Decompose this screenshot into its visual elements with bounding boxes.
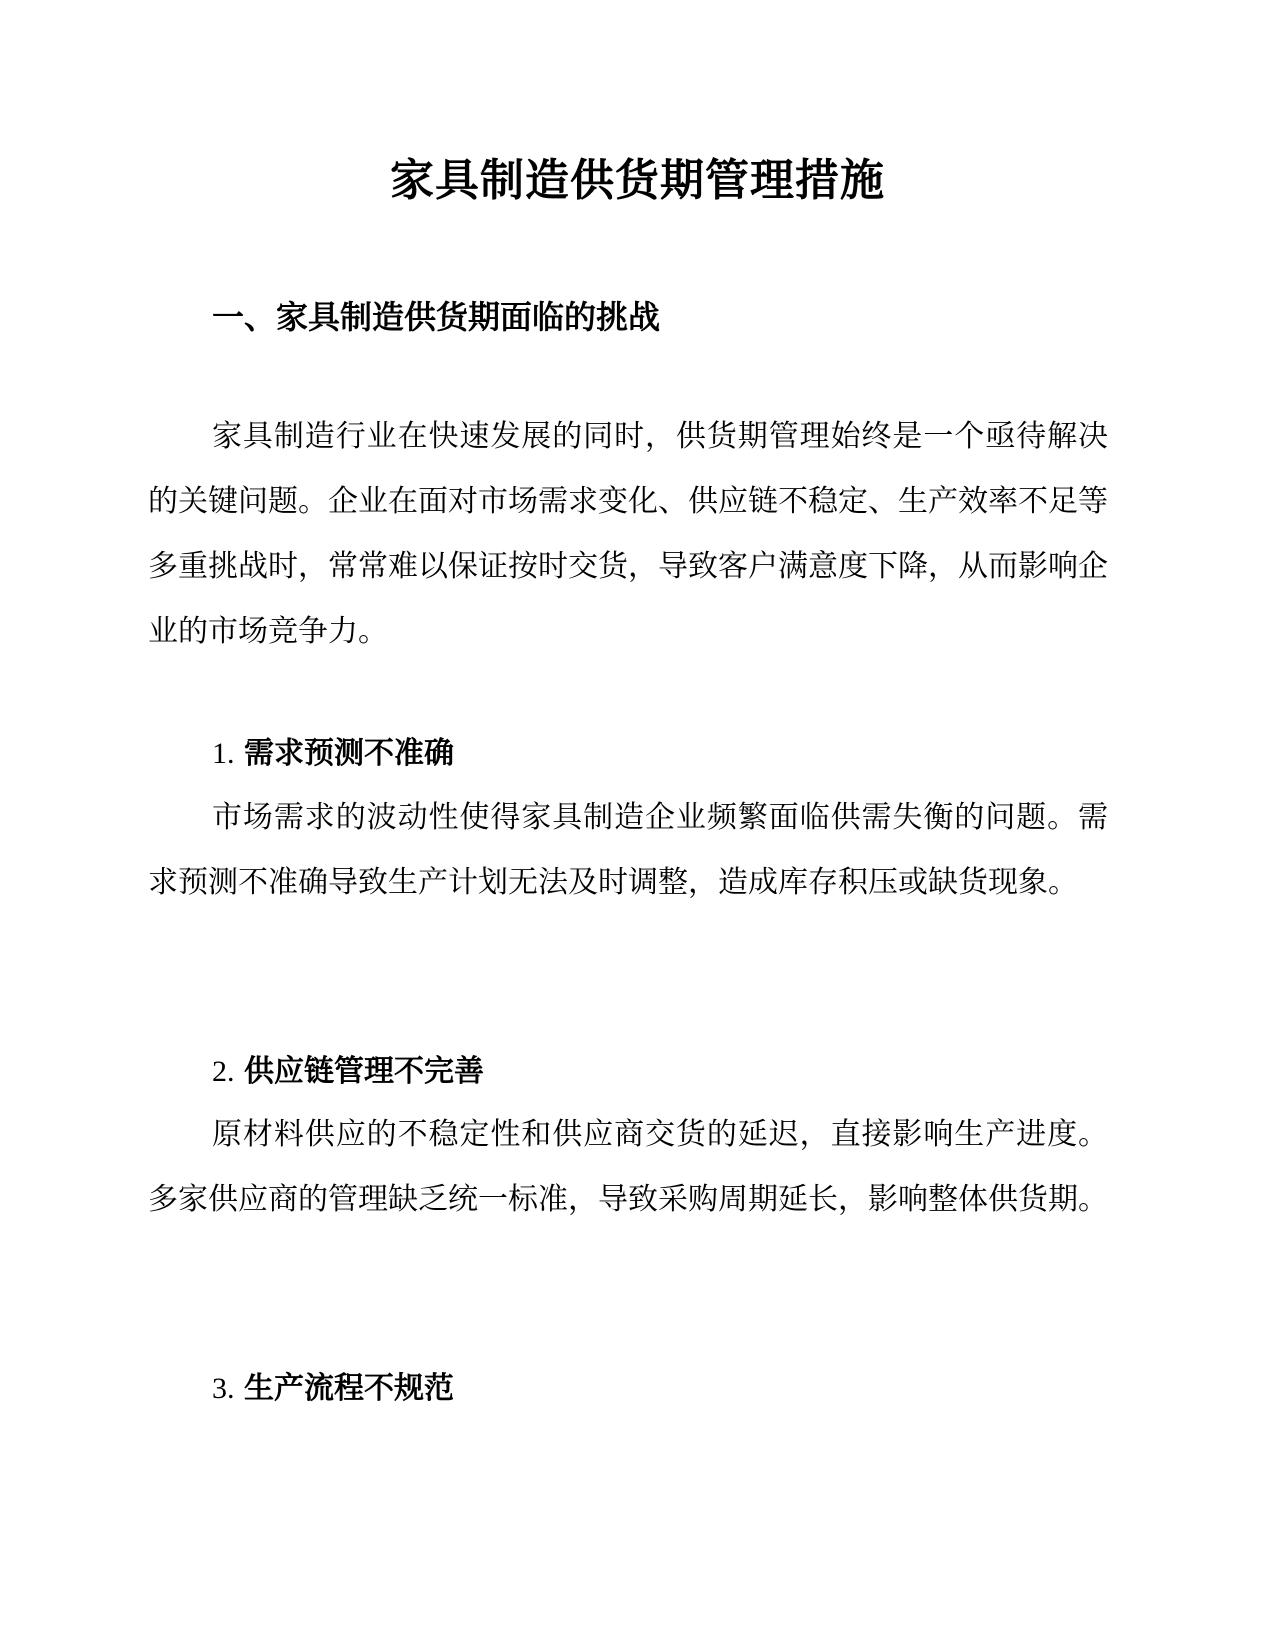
subheading-number: 2. bbox=[212, 1055, 235, 1088]
section-heading: 一、家具制造供货期面临的挑战 bbox=[212, 298, 661, 336]
subheading-1 bbox=[212, 731, 454, 777]
paragraph-2: 原材料供应的不稳定性和供应商交货的延迟，直接影响生产进度。多家供应商的管理缺乏统一标准，导致采购周期延长，影响整体供货期。 bbox=[148, 1117, 1108, 1217]
subheading-text: 供应链管理不完善 bbox=[244, 1054, 485, 1089]
subheading-number: 1. bbox=[212, 737, 235, 770]
subheading-2 bbox=[212, 1049, 484, 1095]
subheading-number: 3. bbox=[212, 1372, 235, 1405]
subheading-text: 需求预测不准确 bbox=[244, 736, 455, 771]
subheading-text: 生产流程不规范 bbox=[244, 1371, 455, 1406]
subheading-3 bbox=[212, 1366, 454, 1412]
document-title: 家具制造供货期管理措施 bbox=[390, 155, 885, 206]
paragraph-1: 市场需求的波动性使得家具制造企业频繁面临供需失衡的问题。需求预测不准确导致生产计划无法及时调整，造成库存积压或缺货现象。 bbox=[148, 800, 1108, 900]
intro-paragraph: 家具制造行业在快速发展的同时，供货期管理始终是一个亟待解决的关键问题。企业在面对市场需求变化、供应链不稳定、生产效率不足等多重挑战时，常常难以保证按时交货，导致客户满意度下降，从而影响企业的市场竞争力。 bbox=[148, 419, 1108, 649]
